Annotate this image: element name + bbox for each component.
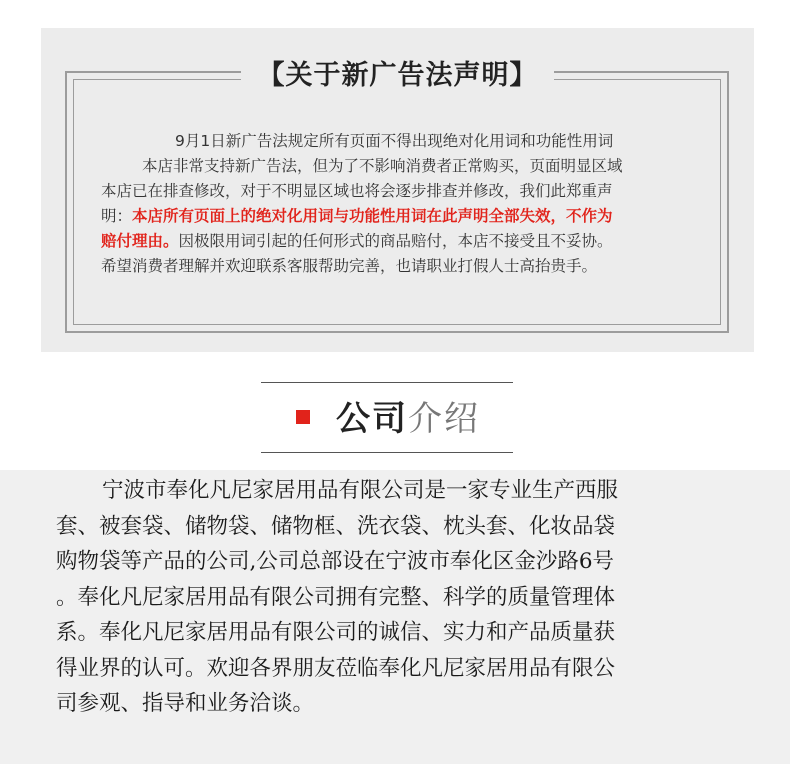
section-title-light: 介绍 [408,399,480,439]
notice-highlight: 本店所有页面上的绝对化用词与功能性用词在此声明全部失效，不作为 [132,207,613,225]
notice-body [101,129,701,279]
ad-law-notice-panel [41,28,754,352]
intro-line: 得业界的认可。欢迎各界朋友莅临奉化凡尼家居用品有限公 [56,655,616,681]
section-divider-top [261,382,513,383]
intro-line: 宁波市奉化凡尼家居用品有限公司是一家专业生产西服 [102,478,619,503]
notice-line [101,229,701,254]
notice-text: 因极限用词引起的任何形式的商品赔付，本店不接受且不妥协。 [178,232,613,250]
intro-line: 购物袋等产品的公司,公司总部设在宁波市奉化区金沙路6号 [56,549,615,574]
notice-highlight: 赔付理由。 [101,232,179,250]
notice-line: 本店非常支持新广告法，但为了不影响消费者正常购买，页面明显区域 [142,157,623,175]
intro-line: 。奉化凡尼家居用品有限公司拥有完整、科学的质量管理体 [56,584,616,610]
section-divider-bottom [261,452,513,453]
notice-line: 9月1日新广告法规定所有页面不得出现绝对化用词和功能性用词 [175,132,614,150]
section-title-bold: 公司 [336,399,408,439]
intro-line: 司参观、指导和业务洽谈。 [56,691,315,716]
intro-line: 套、被套袋、储物袋、储物框、洗衣袋、枕头套、化妆品袋 [56,513,616,539]
company-intro-text [56,473,746,722]
section-bullet-icon [296,410,310,424]
intro-line: 系。奉化凡尼家居用品有限公司的诚信、实力和产品质量获 [56,620,616,645]
notice-text: 明： [101,207,133,225]
notice-line: 本店已在排查修改，对于不明显区域也将会逐步排查并修改，我们此郑重声 [101,182,613,200]
notice-line [101,204,701,229]
notice-title: 【关于新广告法声明】 [241,56,554,96]
notice-line: 希望消费者理解并欢迎联系客服帮助完善，也请职业打假人士高抬贵手。 [101,257,598,275]
section-title [336,394,480,444]
